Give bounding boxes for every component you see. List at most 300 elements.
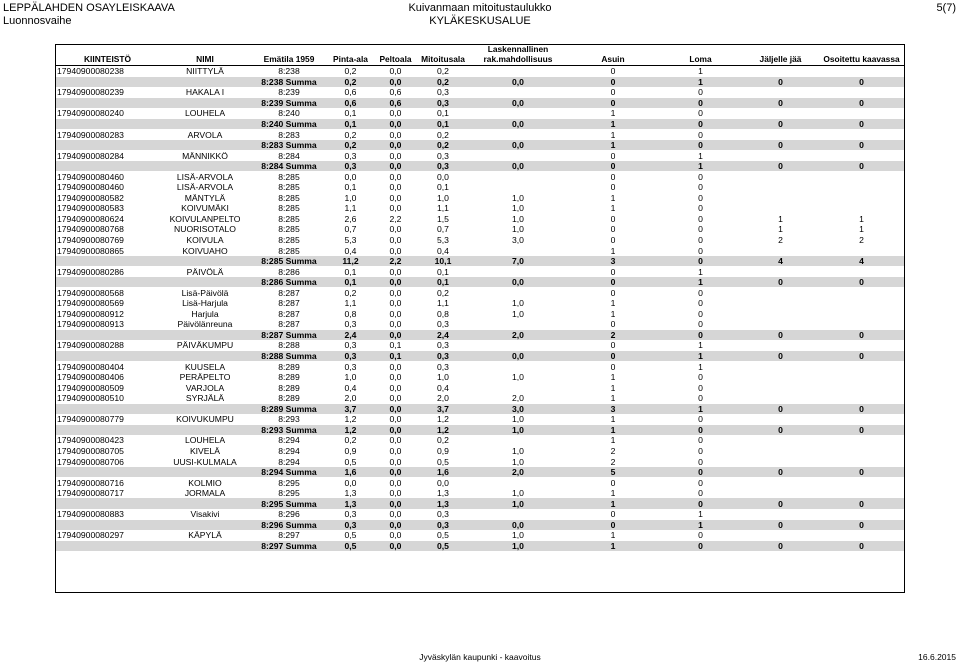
table-cell: 0 — [818, 467, 905, 478]
table-cell: 1 — [778, 224, 783, 235]
table-cell: 0,0 — [389, 361, 402, 372]
table-cell: LISÄ-ARVOLA — [176, 171, 234, 182]
table-cell: 8:293 — [278, 414, 300, 425]
table-cell — [468, 87, 568, 98]
table-cell — [468, 66, 568, 77]
table-cell: 5,3 — [344, 235, 357, 246]
table-cell: KÄPYLÄ — [188, 530, 222, 541]
table-cell: 17940900080717 — [57, 488, 124, 499]
table-cell: KUUSELA — [184, 361, 226, 372]
table-cell — [55, 77, 160, 88]
summary-row — [55, 330, 905, 341]
table-cell — [55, 98, 160, 109]
table-cell: 7,0 — [468, 256, 568, 267]
table-row — [55, 456, 905, 467]
table-cell — [818, 245, 905, 256]
table-cell — [160, 277, 250, 288]
table-cell: 0 — [610, 361, 616, 372]
table-cell: 0,0 — [389, 435, 402, 446]
table-cell: 17940900080404 — [57, 361, 124, 372]
table-cell: 8:295 — [278, 477, 300, 488]
table-cell: 0 — [698, 129, 703, 140]
table-cell: 2,2 — [373, 256, 418, 267]
table-cell: 17940900080706 — [57, 456, 124, 467]
table-cell — [818, 488, 905, 499]
table-cell: 0,5 — [344, 530, 357, 541]
table-cell: 17940900080406 — [57, 372, 124, 383]
table-cell — [743, 193, 818, 204]
table-cell: KOLMIO — [188, 477, 222, 488]
document-header-center — [0, 2, 960, 28]
table-cell — [743, 393, 818, 404]
summary-row — [55, 161, 905, 172]
table-cell: 1,0 — [468, 425, 568, 436]
table-cell: 1 — [698, 361, 703, 372]
table-cell: 0 — [658, 425, 743, 436]
table-cell: 1,0 — [512, 308, 524, 319]
table-cell: 0 — [658, 98, 743, 109]
table-cell: 0,0 — [389, 66, 402, 77]
table-cell: 0 — [743, 425, 818, 436]
table-cell: KOIVULANPELTO — [169, 213, 241, 224]
table-cell — [743, 171, 818, 182]
table-cell: 0,4 — [437, 382, 449, 393]
table-cell: 8:287 — [278, 287, 300, 298]
table-row — [55, 182, 905, 193]
table-cell: 1,0 — [512, 203, 524, 214]
table-cell: 8:297 — [278, 530, 300, 541]
summary-row — [55, 256, 905, 267]
table-cell: 1,0 — [437, 372, 449, 383]
table-cell: 1 — [658, 404, 743, 415]
table-cell — [743, 245, 818, 256]
table-cell: 0 — [698, 393, 703, 404]
table-cell — [818, 393, 905, 404]
table-cell: 0 — [658, 541, 743, 552]
table-cell: 0,0 — [389, 530, 402, 541]
table-cell — [160, 404, 250, 415]
table-cell: 0 — [818, 161, 905, 172]
table-row — [55, 245, 905, 256]
table-cell: 8:284 — [278, 150, 300, 161]
table-cell: JORMALA — [184, 488, 226, 499]
summary-row — [55, 520, 905, 531]
summary-row — [55, 98, 905, 109]
table-cell — [743, 361, 818, 372]
table-cell: 0,0 — [468, 119, 568, 130]
table-cell: 0 — [743, 520, 818, 531]
table-row — [55, 477, 905, 488]
table-cell: 17940900080768 — [57, 224, 124, 235]
table-cell: 1 — [698, 266, 703, 277]
table-cell: 1,0 — [512, 213, 524, 224]
table-cell: 0,3 — [418, 520, 468, 531]
table-cell: 0 — [568, 98, 658, 109]
table-cell: 1,2 — [437, 414, 449, 425]
table-cell — [160, 541, 250, 552]
table-cell — [468, 477, 568, 488]
table-cell: 0,0 — [344, 171, 357, 182]
table-cell — [818, 446, 905, 457]
table-cell — [743, 372, 818, 383]
footer-date: 16.6.2015 — [918, 652, 956, 662]
table-cell: 1,0 — [468, 498, 568, 509]
table-cell: 1,0 — [344, 192, 357, 203]
table-cell — [743, 182, 818, 193]
table-cell — [160, 119, 250, 130]
table-cell — [818, 150, 905, 161]
table-cell: 17940900080510 — [57, 393, 124, 404]
table-cell — [160, 98, 250, 109]
table-cell — [743, 456, 818, 467]
table-cell: 0 — [698, 530, 703, 541]
table-cell — [468, 509, 568, 520]
table-cell: 8:239 — [278, 87, 300, 98]
table-cell: 2,0 — [468, 330, 568, 341]
table-cell — [743, 530, 818, 541]
table-cell: 0,0 — [389, 308, 402, 319]
table-cell: 2,0 — [344, 393, 357, 404]
table-cell — [160, 498, 250, 509]
table-cell: 0 — [610, 340, 616, 351]
table-cell — [743, 298, 818, 309]
table-cell: 0,0 — [468, 98, 568, 109]
table-cell: 8:295 Summa — [250, 498, 328, 509]
table-cell: 0,0 — [389, 224, 402, 235]
table-cell: 0 — [698, 171, 703, 182]
table-cell: 0 — [658, 467, 743, 478]
table-cell: 2,0 — [468, 467, 568, 478]
sizing-table — [55, 44, 905, 551]
table-cell: 1 — [610, 108, 616, 119]
table-cell: 0,0 — [373, 541, 418, 552]
table-cell — [468, 435, 568, 446]
table-cell: 1 — [698, 150, 703, 161]
table-cell: 0 — [658, 140, 743, 151]
table-cell: 8:297 Summa — [250, 541, 328, 552]
table-cell: 17940900080716 — [57, 477, 124, 488]
table-cell: 0,3 — [328, 161, 373, 172]
table-cell: 8:288 — [278, 340, 300, 351]
table-cell: 1 — [610, 308, 616, 319]
column-header: Jäljelle jää — [743, 44, 818, 66]
table-cell: 3 — [568, 256, 658, 267]
table-cell — [55, 161, 160, 172]
table-cell: 8:285 — [278, 203, 300, 214]
table-cell — [468, 319, 568, 330]
table-cell: 0,3 — [418, 351, 468, 362]
table-cell: 0,0 — [389, 509, 402, 520]
table-cell — [160, 140, 250, 151]
table-cell: 0 — [743, 498, 818, 509]
table-row — [55, 266, 905, 277]
table-cell: 0 — [698, 203, 703, 214]
table-cell: NIITTYLÄ — [186, 66, 224, 77]
summary-row — [55, 425, 905, 436]
table-cell: Harjula — [191, 308, 219, 319]
table-cell — [818, 372, 905, 383]
table-cell: 1 — [610, 393, 616, 404]
column-header: Mitoitusala — [418, 44, 468, 66]
table-cell: 0,6 — [389, 87, 402, 98]
table-row — [55, 87, 905, 98]
table-cell — [468, 108, 568, 119]
table-cell: HAKALA I — [185, 87, 225, 98]
table-cell: 0,0 — [389, 192, 402, 203]
table-cell — [160, 77, 250, 88]
table-cell: 0,0 — [389, 298, 402, 309]
summary-row — [55, 77, 905, 88]
table-cell — [818, 530, 905, 541]
table-cell: 0,0 — [389, 235, 402, 246]
table-cell: 0,1 — [437, 108, 449, 119]
table-cell: 1 — [610, 129, 616, 140]
table-cell: 2,4 — [418, 330, 468, 341]
table-cell — [818, 319, 905, 330]
table-cell: 0 — [568, 520, 658, 531]
table-cell: 0,0 — [437, 477, 449, 488]
table-cell: 0 — [818, 140, 905, 151]
table-cell: 0,3 — [437, 319, 449, 330]
table-cell: VARJOLA — [185, 382, 225, 393]
table-cell: 8:285 — [278, 171, 300, 182]
table-cell: 1,0 — [512, 224, 524, 235]
table-cell: 0,1 — [344, 182, 357, 193]
table-cell: 8:285 — [278, 245, 300, 256]
table-cell: 8:287 — [278, 298, 300, 309]
table-cell: 0,0 — [468, 161, 568, 172]
table-cell: 0 — [658, 256, 743, 267]
table-cell: 1,0 — [344, 372, 357, 383]
table-cell: 0,2 — [344, 129, 357, 140]
table-cell — [160, 520, 250, 531]
table-cell: 0,2 — [328, 140, 373, 151]
table-cell: 0,4 — [344, 245, 357, 256]
table-cell: 17940900080288 — [57, 340, 124, 351]
table-cell: 0,0 — [389, 150, 402, 161]
table-cell — [818, 456, 905, 467]
table-cell: 0,0 — [468, 277, 568, 288]
table-cell: 0,0 — [373, 520, 418, 531]
table-cell — [55, 277, 160, 288]
table-cell: LISÄ-ARVOLA — [176, 182, 234, 193]
table-cell: 1,1 — [344, 203, 357, 214]
table-cell: 17940900080913 — [57, 319, 124, 330]
table-cell: 4 — [818, 256, 905, 267]
table-cell — [55, 330, 160, 341]
table-cell: 0 — [698, 445, 703, 456]
table-cell: 8:283 — [278, 129, 300, 140]
table-cell: 1,0 — [437, 192, 449, 203]
table-cell: LOUHELA — [184, 108, 226, 119]
table-cell: 0 — [610, 182, 616, 193]
table-cell: 8:293 Summa — [250, 425, 328, 436]
table-cell: 8:285 — [278, 235, 300, 246]
table-cell — [818, 171, 905, 182]
table-cell — [468, 150, 568, 161]
table-cell: 0 — [818, 520, 905, 531]
table-cell: 0 — [818, 119, 905, 130]
table-cell: 0,2 — [437, 435, 449, 446]
table-cell — [818, 509, 905, 520]
table-cell — [743, 150, 818, 161]
table-cell: 0,2 — [344, 287, 357, 298]
column-header: Pinta-ala — [328, 44, 373, 66]
table-cell: 8:294 — [278, 456, 300, 467]
table-cell: KOIVUKUMPU — [176, 414, 234, 425]
table-cell: 0,0 — [389, 203, 402, 214]
table-cell: 0 — [698, 477, 703, 488]
area-title: KYLÄKESKUSALUE — [429, 15, 531, 27]
table-cell: 0,1 — [344, 108, 357, 119]
table-row — [55, 382, 905, 393]
table-row — [55, 150, 905, 161]
table-cell: 0 — [743, 277, 818, 288]
table-cell: 1,0 — [512, 414, 524, 425]
table-cell: 0,2 — [437, 287, 449, 298]
table-cell: 0,2 — [437, 66, 449, 77]
table-cell — [55, 498, 160, 509]
table-cell: 0,7 — [344, 224, 357, 235]
table-cell: 0,1 — [328, 277, 373, 288]
table-cell: 1,0 — [512, 456, 524, 467]
table-cell: 0,2 — [437, 129, 449, 140]
table-cell: 0,9 — [344, 445, 357, 456]
table-cell — [818, 129, 905, 140]
table-cell: 1 — [778, 213, 783, 224]
column-header: Laskennallinen rak.mahdollisuus — [468, 44, 568, 66]
table-cell — [818, 361, 905, 372]
table-cell: MÄNNIKKÖ — [182, 150, 228, 161]
column-header: NIMI — [160, 44, 250, 66]
table-cell: 0,3 — [437, 87, 449, 98]
table-cell: 0,0 — [373, 77, 418, 88]
table-cell: 1 — [568, 498, 658, 509]
table-cell: 8:294 — [278, 445, 300, 456]
table-cell — [743, 108, 818, 119]
table-cell — [468, 266, 568, 277]
table-cell: Lisä-Harjula — [182, 298, 228, 309]
table-cell — [818, 309, 905, 320]
table-cell: 0,6 — [344, 87, 357, 98]
table-cell: 17940900080883 — [57, 509, 124, 520]
table-row — [55, 319, 905, 330]
table-cell: 0 — [698, 298, 703, 309]
table-cell: 17940900080583 — [57, 203, 124, 214]
table-cell: 0,1 — [418, 119, 468, 130]
table-cell: 0,0 — [468, 140, 568, 151]
table-cell: 0,4 — [344, 382, 357, 393]
table-cell: 17940900080568 — [57, 287, 124, 298]
table-cell: 1 — [698, 509, 703, 520]
table-cell: 0,6 — [328, 98, 373, 109]
table-cell: 10,1 — [418, 256, 468, 267]
table-cell: 0 — [698, 456, 703, 467]
table-cell: 0,1 — [344, 266, 357, 277]
table-cell: 0 — [610, 477, 616, 488]
plan-phase: Luonnosvaihe — [3, 15, 72, 27]
table-cell: 0,5 — [418, 541, 468, 552]
column-header: Emätila 1959 — [250, 44, 328, 66]
table-header-row — [55, 44, 905, 66]
table-cell: 0 — [610, 319, 616, 330]
table-cell: 1 — [658, 351, 743, 362]
table-cell — [468, 171, 568, 182]
table-cell: 0 — [658, 119, 743, 130]
table-cell: 0 — [818, 77, 905, 88]
table-cell: 1 — [610, 372, 616, 383]
table-cell: 8:284 Summa — [250, 161, 328, 172]
table-cell: 0 — [743, 467, 818, 478]
table-row — [55, 298, 905, 309]
table-cell: 0,9 — [437, 445, 449, 456]
table-cell — [55, 541, 160, 552]
table-cell: 4 — [743, 256, 818, 267]
table-cell: 8:283 Summa — [250, 140, 328, 151]
table-cell: 1 — [698, 66, 703, 77]
table-cell: 0,0 — [389, 108, 402, 119]
table-cell: 0,5 — [328, 541, 373, 552]
table-cell — [743, 203, 818, 214]
table-cell: 1,0 — [512, 445, 524, 456]
table-cell: 17940900080779 — [57, 414, 124, 425]
table-cell: 0,5 — [344, 456, 357, 467]
footer-organization: Jyväskylän kaupunki - kaavoitus — [419, 652, 541, 662]
table-cell: 0,2 — [328, 77, 373, 88]
table-cell: 0 — [818, 541, 905, 552]
table-cell: 0,3 — [418, 161, 468, 172]
page-number: 5(7) — [936, 2, 956, 14]
table-cell: 0 — [818, 351, 905, 362]
table-cell: NUORISOTALO — [174, 224, 236, 235]
table-cell — [55, 425, 160, 436]
table-cell: KOIVUMÄKI — [181, 203, 229, 214]
table-cell: 17940900080238 — [57, 66, 124, 77]
table-cell: 0,3 — [344, 319, 357, 330]
summary-row — [55, 404, 905, 415]
table-cell — [468, 245, 568, 256]
table-cell: 1,0 — [512, 298, 524, 309]
table-cell: 0,1 — [328, 119, 373, 130]
table-cell: 17940900080865 — [57, 245, 124, 256]
table-row — [55, 214, 905, 225]
table-cell: 17940900080569 — [57, 298, 124, 309]
column-header: Peltoala — [373, 44, 418, 66]
summary-row — [55, 140, 905, 151]
table-cell: 1 — [568, 541, 658, 552]
table-cell: 0,0 — [468, 520, 568, 531]
table-cell: 0,1 — [389, 340, 402, 351]
table-row — [55, 309, 905, 320]
table-cell: 2 — [859, 235, 864, 246]
table-cell: 0,0 — [389, 456, 402, 467]
summary-row — [55, 498, 905, 509]
table-cell: 0 — [743, 77, 818, 88]
table-cell: 2,2 — [389, 213, 402, 224]
table-cell: 1,6 — [418, 467, 468, 478]
table-cell: 0,3 — [437, 150, 449, 161]
table-cell: 0,8 — [344, 308, 357, 319]
table-cell — [818, 203, 905, 214]
table-cell: 0,8 — [437, 308, 449, 319]
table-cell: 0,2 — [418, 77, 468, 88]
table-cell: 0 — [818, 277, 905, 288]
table-cell: 1 — [859, 213, 864, 224]
table-cell: 1 — [610, 298, 616, 309]
table-cell: 0,3 — [437, 340, 449, 351]
column-header: Asuin — [568, 44, 658, 66]
table-cell: 1,3 — [437, 488, 449, 499]
